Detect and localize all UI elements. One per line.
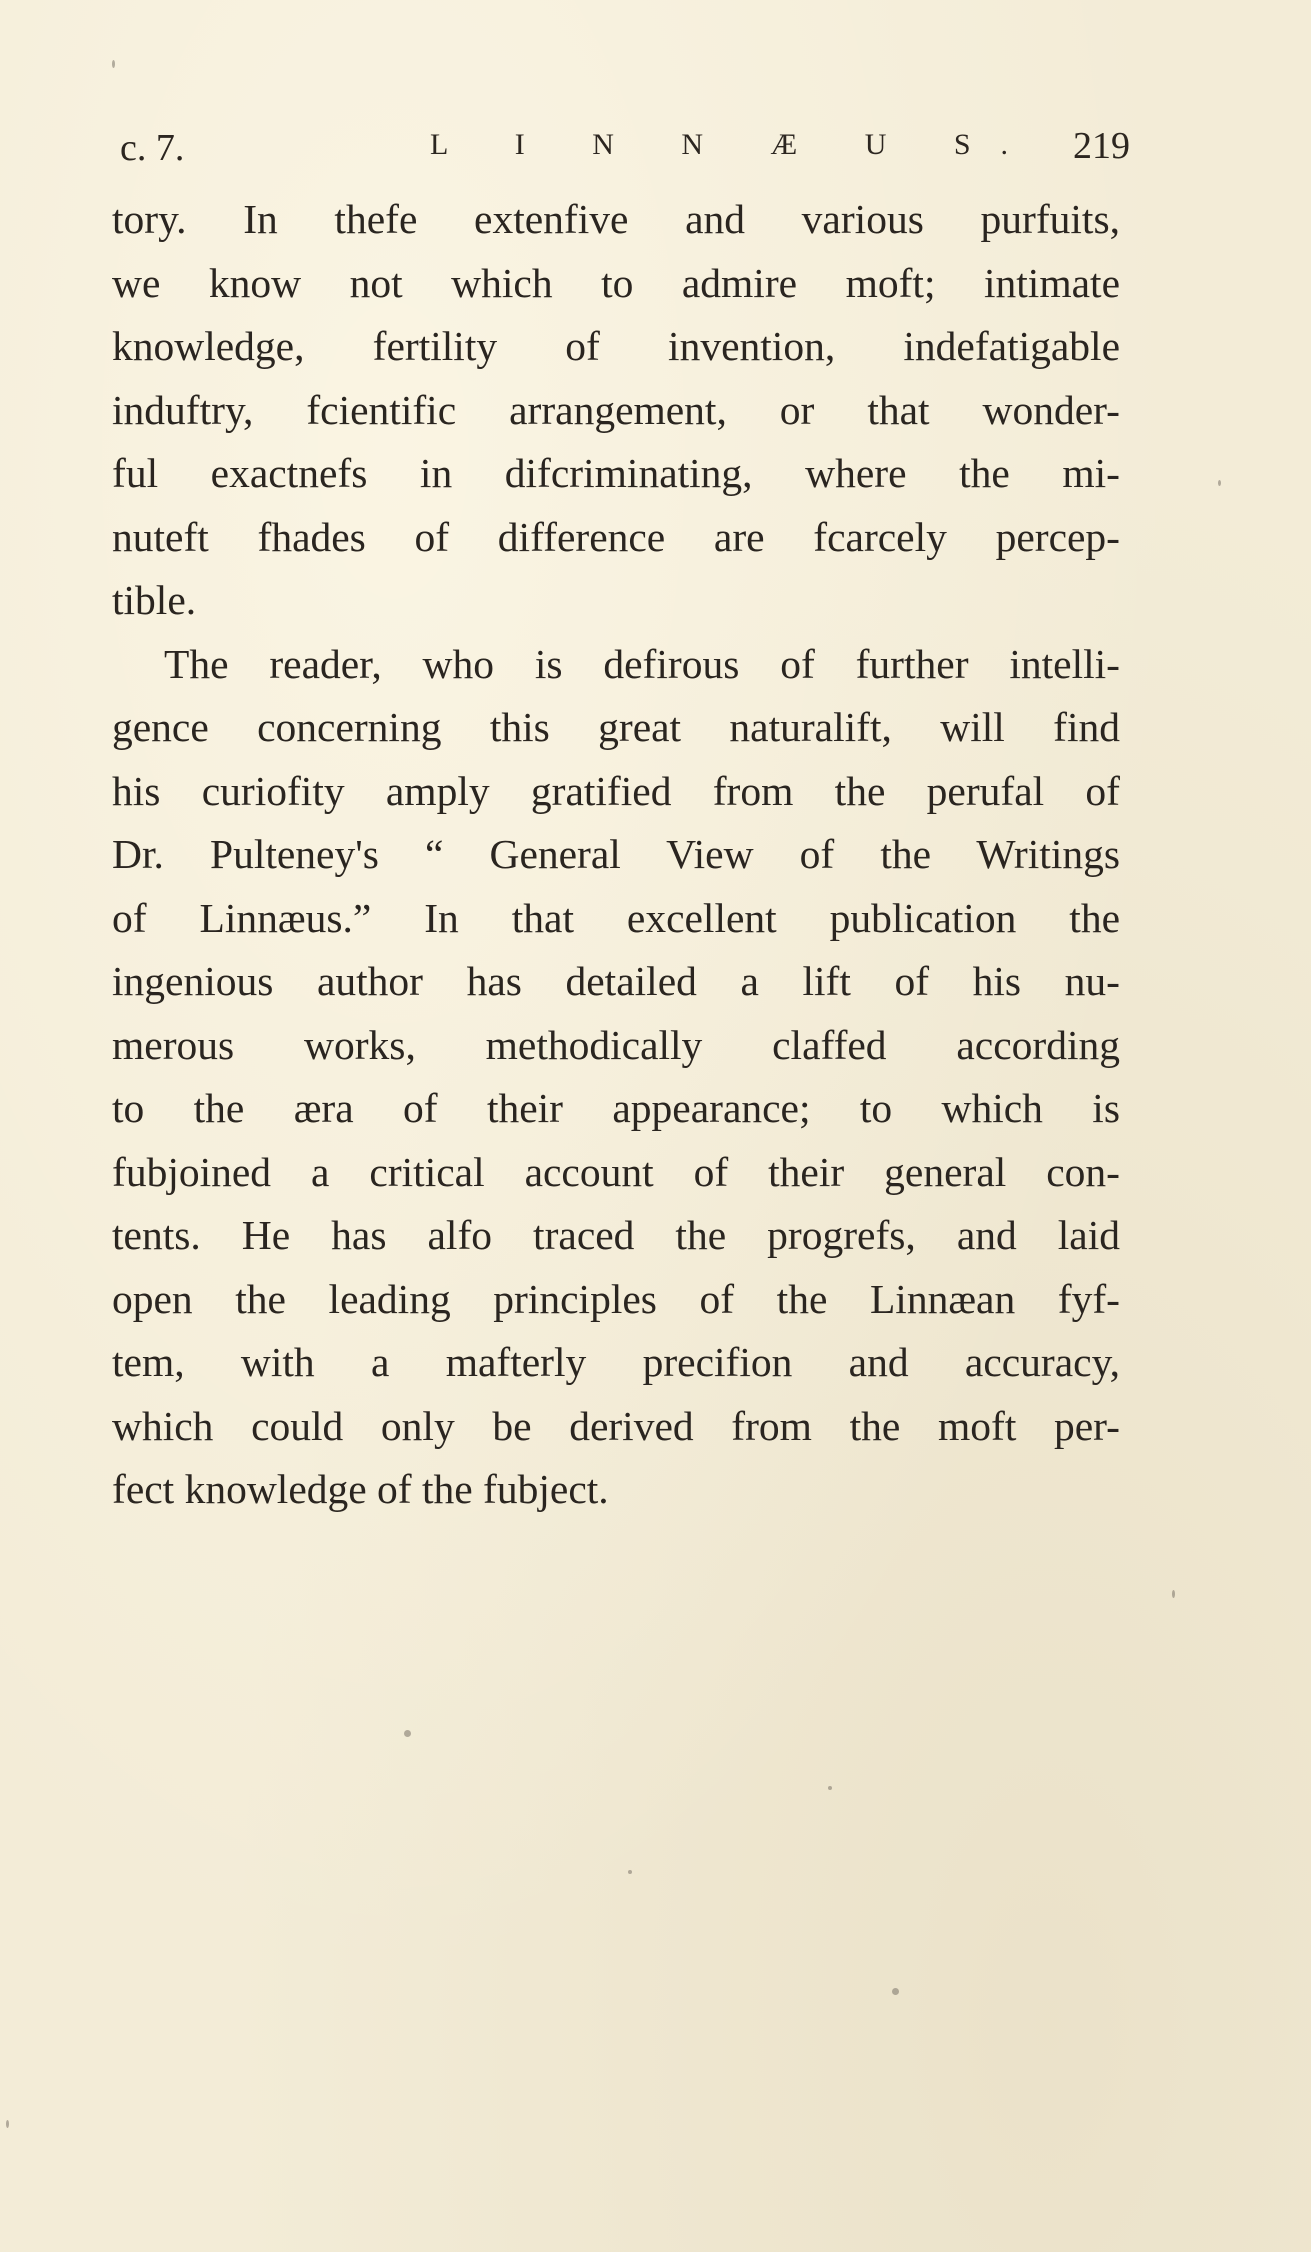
text-line: tory. In thefe extenfive and various purfuits, bbox=[112, 196, 1120, 242]
paper-speck bbox=[628, 1870, 632, 1874]
running-header bbox=[120, 118, 1130, 178]
paper-speck bbox=[112, 60, 115, 68]
text-line: of Linnæus.” In that excellent publication the bbox=[112, 894, 1120, 941]
paper-speck bbox=[892, 1988, 899, 1995]
paper-speck bbox=[6, 2120, 9, 2128]
text-line: fect knowledge of the fubject. bbox=[112, 1466, 609, 1512]
text-line: knowledge, fertility of invention, indefatigable bbox=[112, 323, 1120, 369]
text-line: merous works, methodically claffed according bbox=[112, 1021, 1120, 1068]
text-line: to the æra of their appearance; to which is bbox=[112, 1085, 1120, 1131]
text-line: fubjoined a critical account of their general con- bbox=[112, 1148, 1120, 1195]
running-title: L I N N Æ U S. bbox=[430, 128, 1039, 161]
text-line: which could only be derived from the moft per- bbox=[112, 1402, 1120, 1449]
paragraph-1 bbox=[112, 188, 1120, 633]
text-line: Dr. Pulteney's “ General View of the Writings bbox=[112, 831, 1120, 877]
page-number: 219 bbox=[1073, 125, 1130, 167]
text-line: induftry, fcientific arrangement, or that wonder- bbox=[112, 386, 1120, 433]
paper-speck bbox=[1218, 480, 1221, 486]
text-line: open the leading principles of the Linnæan fyf- bbox=[112, 1275, 1120, 1322]
text-line: ingenious author has detailed a lift of his nu- bbox=[112, 958, 1120, 1004]
text-line: gence concerning this great naturalift, will find bbox=[112, 704, 1120, 750]
text-line: his curiofity amply gratified from the perufal of bbox=[112, 767, 1120, 814]
paper-speck bbox=[828, 1786, 832, 1790]
text-line: The reader, who is defirous of further intelli- bbox=[164, 640, 1120, 687]
text-line: tem, with a mafterly precifion and accuracy, bbox=[112, 1339, 1120, 1385]
text-line: ful exactnefs in difcriminating, where the mi- bbox=[112, 450, 1120, 496]
chapter-marker: c. 7. bbox=[120, 127, 185, 169]
paper-speck bbox=[404, 1730, 411, 1737]
text-line: we know not which to admire moft; intimate bbox=[112, 259, 1120, 306]
text-line: tents. He has alfo traced the progrefs, and laid bbox=[112, 1212, 1120, 1258]
body-text bbox=[112, 188, 1120, 1522]
paper-speck bbox=[1172, 1590, 1175, 1598]
paragraph-2 bbox=[112, 633, 1120, 1522]
text-line: nuteft fhades of difference are fcarcely percep- bbox=[112, 513, 1120, 560]
text-line: tible. bbox=[112, 577, 197, 623]
